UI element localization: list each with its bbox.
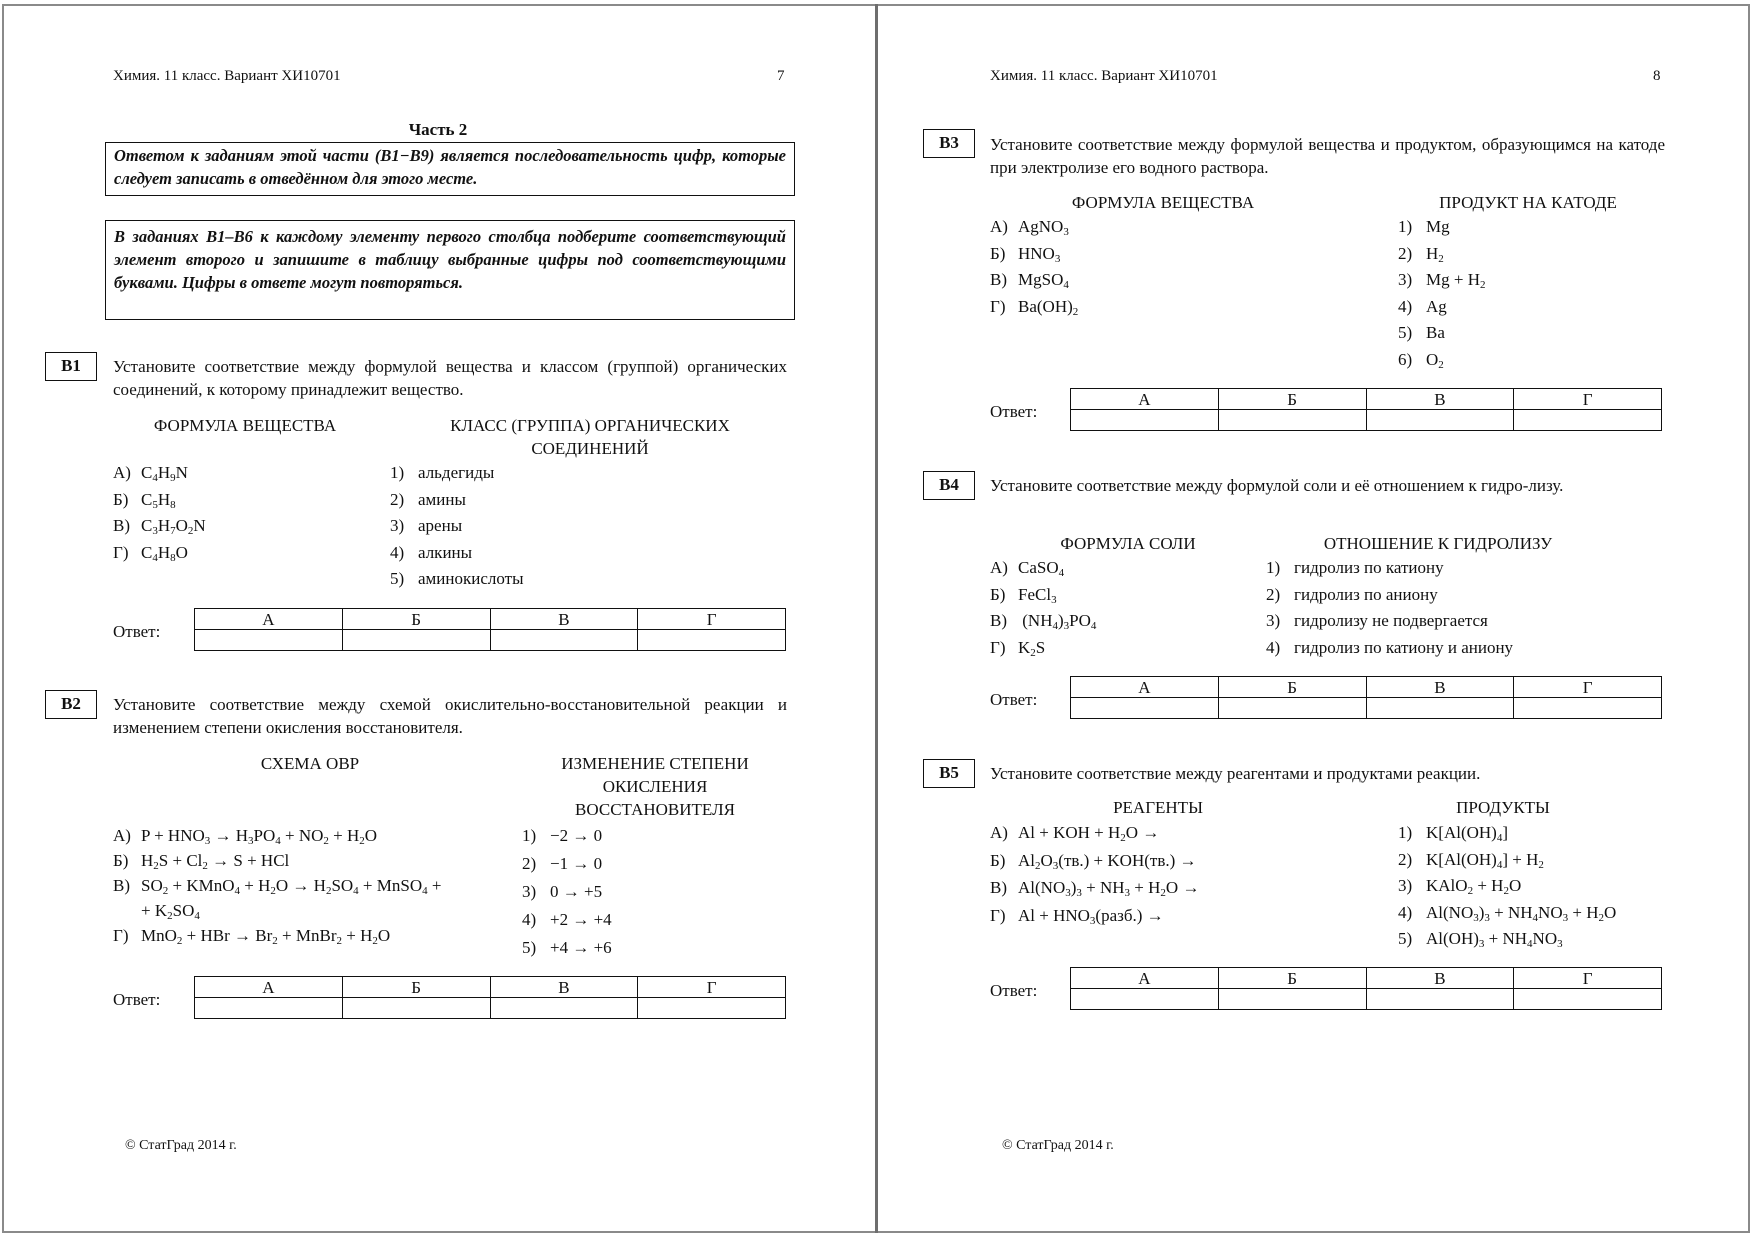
item-key: 4) [522,910,537,929]
list-item [990,269,1069,291]
list-item [990,243,1060,265]
item-value: $Al(NO_3)_3 + NH_4NO_3 + H_2O$ [1426,902,1617,924]
item-key: 3) [522,882,537,901]
answer-column-header: Б [1218,968,1366,989]
answer-cell[interactable] [342,630,490,651]
item-key: Г) [990,296,1006,316]
answer-column-header: Б [342,609,490,630]
list-item [390,489,466,511]
item-value: FeCl$_3$ [1018,584,1057,606]
item-key: В) [113,516,130,535]
item-key: 4) [1398,902,1413,922]
list-item [990,905,1164,927]
item-value: Ba [1426,323,1445,342]
item-key: 2) [390,489,405,509]
list-item [1398,902,1616,924]
item-value: KAlO$_2$ + $H_2O$ [1426,876,1522,897]
item-value: гидролиз по катиону [1294,558,1444,577]
list-item [522,909,612,931]
answer-cell[interactable] [195,998,343,1019]
column-header-right-b5: ПРОДУКТЫ [1456,798,1550,817]
page-header: Химия. 11 класс. Вариант ХИ10701 [113,68,341,84]
answer-cell[interactable] [1514,698,1662,719]
answer-column-header: Г [1514,968,1662,989]
item-key: Г) [113,926,129,945]
item-value: альдегиды [418,463,495,482]
item-key: Б) [990,850,1006,870]
item-value: $C_3H_7O_2N$ [141,516,206,537]
item-value: $(NH_4)_3PO_4$ [1018,611,1097,632]
list-item [990,557,1064,579]
item-key: 4) [390,542,405,562]
item-key: 4) [1398,296,1413,316]
list-item [1398,349,1444,371]
list-item [1398,322,1445,344]
answer-cell[interactable] [490,998,638,1019]
answer-table-b1 [194,608,786,651]
list-item [390,462,494,484]
answer-table-b2 [194,976,786,1019]
item-key: 5) [1398,929,1413,948]
answer-cell[interactable] [1218,410,1366,431]
item-key: 1) [1266,558,1281,577]
answer-column-header: В [1366,677,1514,698]
answer-column-header: А [1071,389,1219,410]
item-key: 2) [1398,243,1413,263]
answer-column-header: Г [1514,677,1662,698]
item-key: Г) [113,542,129,562]
item-key: 2) [1266,584,1281,604]
item-value: $Ba(OH)_2$ [1018,296,1079,318]
item-key: А) [113,463,131,482]
item-key: 4) [1266,637,1281,657]
item-key: Б) [990,584,1006,604]
list-item [1398,269,1485,291]
item-value: AgNO$_3$ [1018,217,1069,238]
answer-cell[interactable] [1218,989,1366,1010]
question-text-b1: Установите соответствие между формулой вещества и классом (группой) органических соединений, к которому принадлежит вещество. [113,357,787,399]
list-item [1266,637,1513,659]
item-value: аминокислоты [418,569,524,588]
answer-column-header: Б [1218,677,1366,698]
item-key: Г) [990,905,1006,925]
item-key: А) [990,217,1008,236]
answer-label-b2: Ответ: [113,990,161,1009]
list-item [113,850,289,872]
answer-cell[interactable] [1071,410,1219,431]
item-value: −2 → 0 [550,826,603,845]
item-value: $P + HNO_3 \to H_3PO_4 + NO_2 + H_2O$ [141,826,378,847]
instruction-box-2: В заданиях В1–В6 к каждому элементу первого столбца подберите соответствующий элемент второго и запишите в таблицу выбранные цифры под соответствующими буквами. Цифры в ответе могут повторяться. [105,220,795,320]
list-item [990,822,1159,844]
item-value: 0 → +5 [550,882,603,901]
item-key: 3) [390,516,405,535]
question-label-b1: В1 [45,352,97,381]
question-label-b3: В3 [923,129,975,158]
answer-label-b4: Ответ: [990,690,1038,709]
item-value: гидролиз по аниону [1294,584,1438,604]
answer-cell[interactable] [1071,698,1219,719]
answer-column-header: А [195,609,343,630]
item-key: 3) [1398,876,1413,895]
item-key: 3) [1266,611,1281,630]
list-item [990,296,1078,318]
answer-column-header: Г [638,977,786,998]
column-header-right-b2: ИЗМЕНЕНИЕ СТЕПЕНИ ОКИСЛЕНИЯ ВОССТАНОВИТЕЛЯ [561,754,749,819]
item-value: MgSO$_4$ [1018,270,1069,291]
item-value: $K_2S$ [1018,637,1046,659]
item-key: В) [113,876,130,895]
list-item [113,542,188,564]
item-value: гидролизу не подвергается [1294,611,1488,630]
question-text-b5: Установите соответствие между реагентами и продуктами реакции. [990,764,1481,783]
item-value: Al + KOH + $H_2O$ → [1018,823,1160,844]
list-item [113,825,377,847]
item-value: MnO$_2$ + HBr → $Br_2$ + MnBr$_2$ + $H_2O$ [141,926,391,947]
answer-column-header: Б [342,977,490,998]
column-header-left-b2: СХЕМА ОВР [260,754,360,773]
answer-column-header: А [195,977,343,998]
item-key: 3) [1398,270,1413,289]
page-number: 7 [777,68,785,84]
item-key: Б) [113,489,129,509]
answer-column-header: А [1071,968,1219,989]
list-item [1398,216,1450,238]
item-value: + $K_2SO_4$ [141,901,200,922]
list-item [522,881,602,903]
item-value: +2 → +4 [550,910,612,929]
item-key: Б) [113,851,129,870]
item-value: гидролиз по катиону и аниону [1294,637,1514,657]
item-key: В) [990,611,1007,630]
list-item [390,568,524,590]
answer-cell[interactable] [638,998,786,1019]
column-header-left-b5: РЕАГЕНТЫ [1113,798,1203,817]
list-item [113,900,200,922]
item-value: −1 → 0 [550,854,603,873]
answer-column-header: В [490,609,638,630]
column-header-right-b4: ОТНОШЕНИЕ К ГИДРОЛИЗУ [1323,534,1553,553]
page-7 [0,0,876,1239]
item-key: 1) [1398,217,1413,236]
item-value: арены [418,516,463,535]
answer-column-header: Б [1218,389,1366,410]
question-label-b5: В5 [923,759,975,788]
item-key: В) [990,878,1007,897]
list-item [390,515,462,537]
list-item [1266,557,1444,579]
answer-cell[interactable] [195,630,343,651]
list-item [1398,928,1563,950]
item-key: 1) [1398,823,1413,842]
answer-column-header: В [1366,968,1514,989]
column-header-left-b3: ФОРМУЛА ВЕЩЕСТВА [1071,193,1255,212]
item-value: CaSO$_4$ [1018,558,1065,579]
item-value: $Al + HNO_3(разб.)$ → [1018,905,1164,927]
answer-label-b5: Ответ: [990,981,1038,1000]
answer-cell[interactable] [1514,989,1662,1010]
item-value: Ag [1426,296,1447,316]
list-item [1398,875,1521,897]
answer-label-b3: Ответ: [990,402,1038,421]
column-header-left-b1: ФОРМУЛА ВЕЩЕСТВА [153,416,337,435]
list-item [990,877,1199,899]
question-text-b3: Установите соответствие между формулой вещества и продуктом, образующимся на катоде при электролизе его водного раствора. [990,135,1665,177]
answer-cell[interactable] [342,998,490,1019]
item-value: $H_2S + Cl_2 \to S$ + HCl [141,851,290,872]
item-value: +4 → +6 [550,938,612,957]
answer-cell[interactable] [638,630,786,651]
item-key: А) [990,823,1008,842]
item-key: 6) [1398,349,1413,369]
item-value: $HNO_3$ [1018,243,1061,265]
item-value: алкины [418,542,473,562]
answer-column-header: Г [638,609,786,630]
item-key: 5) [390,569,405,588]
answer-column-header: В [490,977,638,998]
list-item [113,515,206,537]
item-key: 5) [522,938,537,957]
column-header-left-b4: ФОРМУЛА СОЛИ [1060,534,1196,553]
list-item [113,489,176,511]
item-value: амины [418,489,466,509]
item-value: Mg [1426,217,1450,236]
page-8 [878,0,1754,1239]
question-text-b2: Установите соответствие между схемой окислительно-восстановительной реакции и изменением степени окисления восстановителя. [113,695,787,737]
answer-label-b1: Ответ: [113,622,161,641]
list-item [990,850,1197,872]
answer-cell[interactable] [1218,698,1366,719]
list-item [1398,822,1508,844]
page-footer: © СтатГрад 2014 г. [125,1138,237,1153]
item-value: $Al(NO_3)_3 + NH_3 + H_2O$ → [1018,878,1200,899]
answer-table-b3 [1070,388,1662,431]
answer-cell[interactable] [490,630,638,651]
answer-cell[interactable] [1514,410,1662,431]
list-item [390,542,472,564]
list-item [113,875,441,897]
list-item [522,853,602,875]
item-value: $SO_2$ + KMnO$_4$ + $H_2O \to H_2SO_4$ + MnSO$_4$ + [141,876,442,897]
item-key: 2) [522,854,537,873]
item-value: $C_4H_8O$ [141,542,188,564]
page-footer: © СтатГрад 2014 г. [1002,1138,1114,1153]
item-value: $C_5H_8$ [141,489,176,511]
item-key: А) [113,826,131,845]
instruction-box-1: Ответом к заданиям этой части (В1−В9) является последовательность цифр, которые следует записать в отведённом для этого месте. [105,142,795,196]
question-label-b4: В4 [923,471,975,500]
item-value: $Mg + H_2$ [1426,270,1486,291]
item-value: $K[Al(OH)_4] + H_2$ [1426,849,1544,871]
page-number: 8 [1653,68,1661,84]
item-value: $Al_2O_3(тв.) + KOH(тв.)$ → [1018,850,1197,872]
item-key: 5) [1398,323,1413,342]
list-item [1398,849,1544,871]
answer-table-b5 [1070,967,1662,1010]
item-value: $O_2$ [1426,349,1444,371]
question-label-b2: В2 [45,690,97,719]
list-item [1266,584,1438,606]
item-value: $C_4H_9N$ [141,463,188,484]
list-item [522,937,612,959]
item-key: 1) [522,826,537,845]
answer-cell[interactable] [1366,989,1514,1010]
list-item [522,825,602,847]
item-key: 2) [1398,849,1413,869]
list-item [1398,296,1447,318]
item-key: Г) [990,637,1006,657]
item-value: $H_2$ [1426,243,1444,265]
list-item [1266,610,1488,632]
item-key: 1) [390,463,405,482]
answer-column-header: Г [1514,389,1662,410]
answer-table-b4 [1070,676,1662,719]
page-header: Химия. 11 класс. Вариант ХИ10701 [990,68,1218,84]
item-key: В) [990,270,1007,289]
list-item [113,462,188,484]
list-item [990,216,1069,238]
list-item [990,584,1057,606]
list-item [1398,243,1444,265]
answer-cell[interactable] [1071,989,1219,1010]
answer-cell[interactable] [1366,698,1514,719]
item-key: А) [990,558,1008,577]
answer-cell[interactable] [1366,410,1514,431]
list-item [990,637,1045,659]
column-header-right-b3: ПРОДУКТ НА КАТОДЕ [1439,193,1617,212]
part-title: Часть 2 [408,120,468,139]
item-value: $Al(OH)_3 + NH_4NO_3$ [1426,929,1563,950]
column-header-right-b1: КЛАСС (ГРУППА) ОРГАНИЧЕСКИХ СОЕДИНЕНИЙ [450,416,730,458]
answer-column-header: А [1071,677,1219,698]
item-value: $K[Al(OH)_4]$ [1426,823,1508,844]
list-item [990,610,1096,632]
list-item [113,925,390,947]
answer-column-header: В [1366,389,1514,410]
item-key: Б) [990,243,1006,263]
question-text-b4: Установите соответствие между формулой соли и её отношением к гидро-лизу. [990,476,1564,495]
